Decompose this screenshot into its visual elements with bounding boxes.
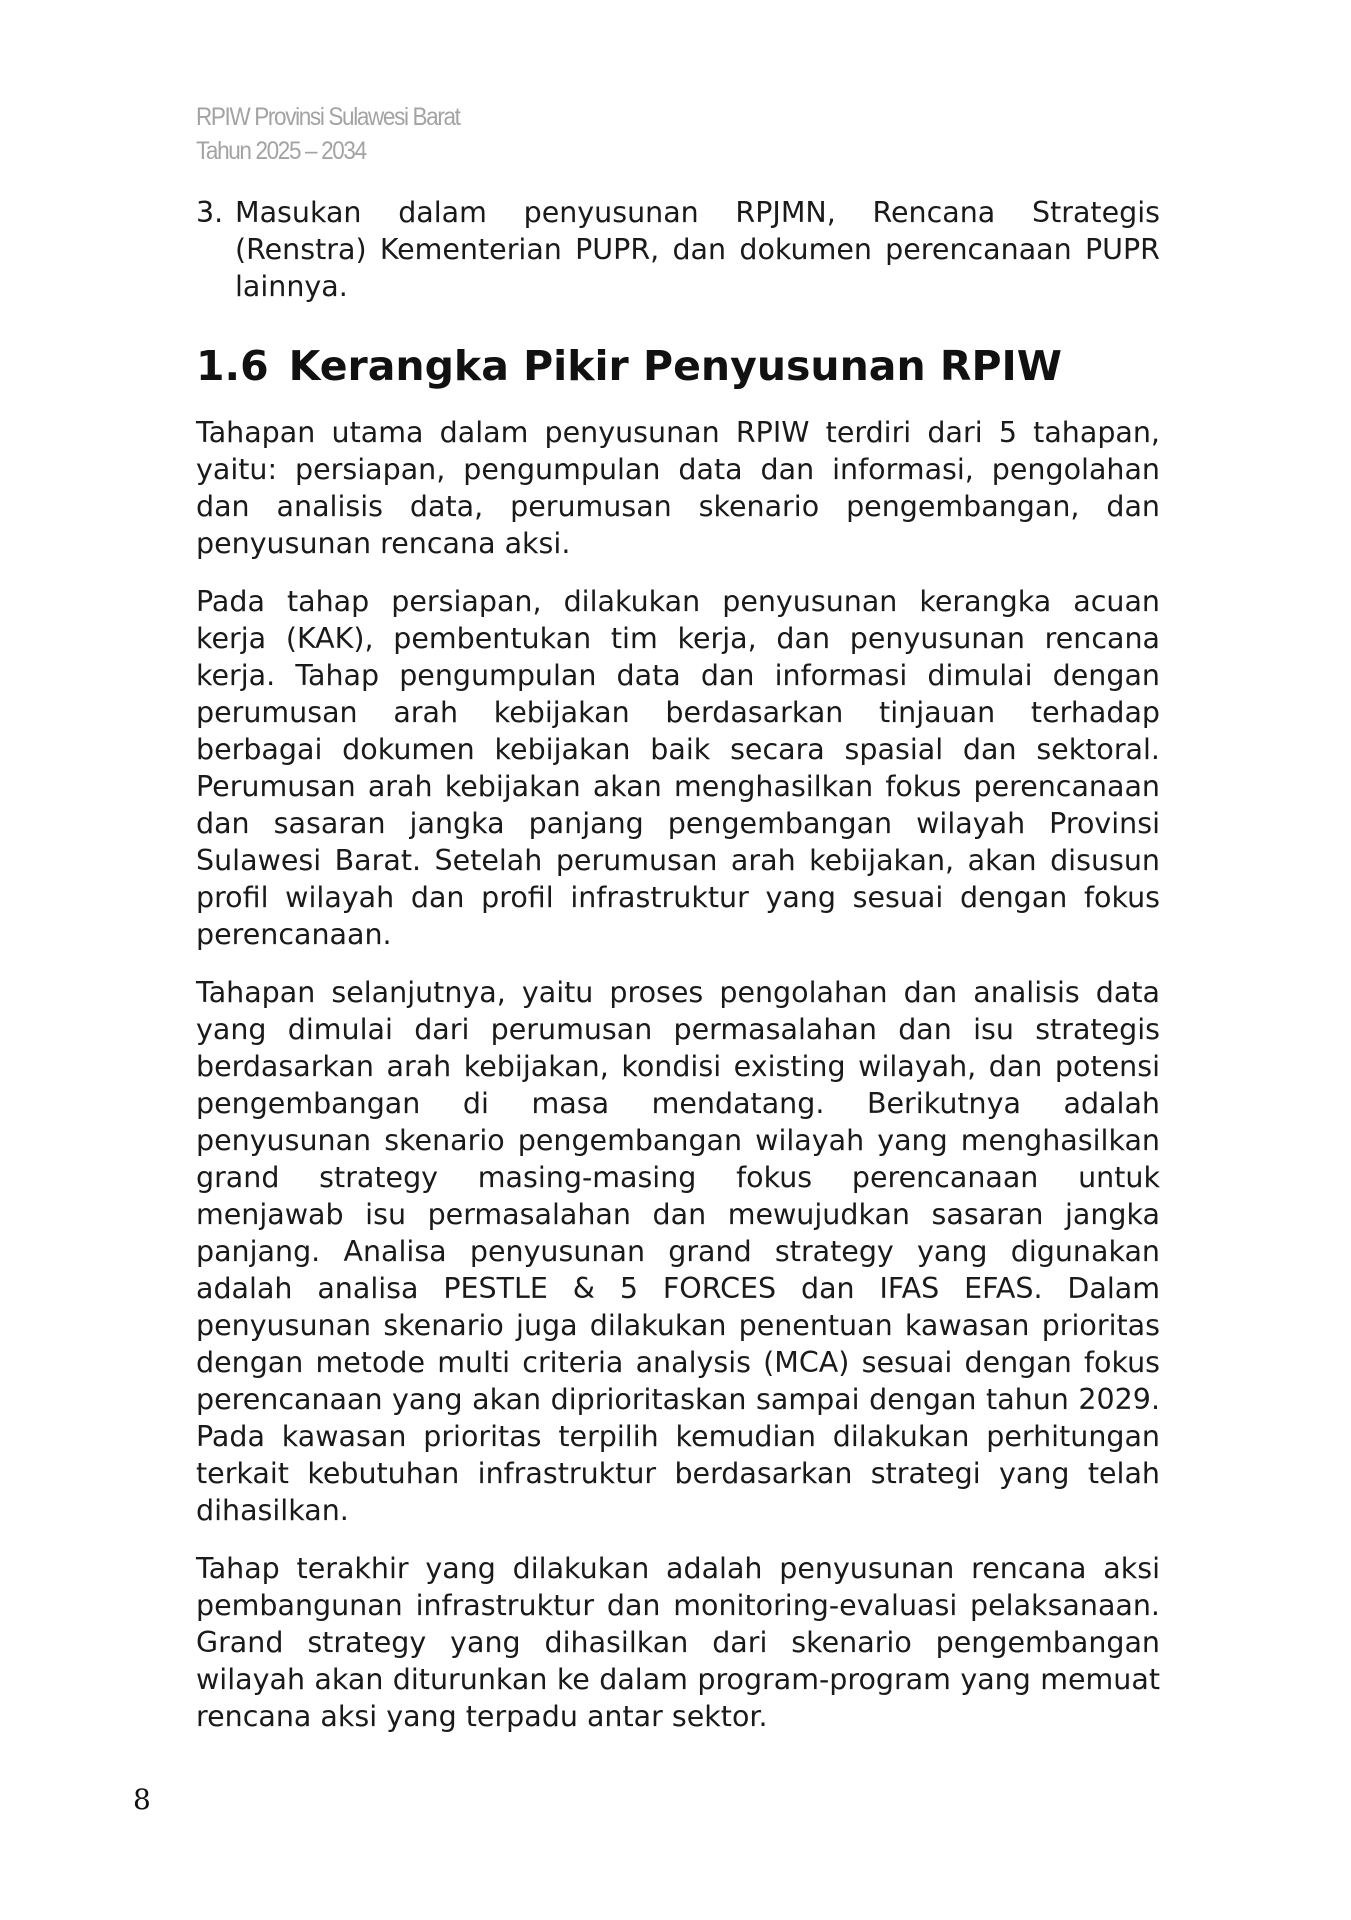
section-number: 1.6 xyxy=(196,342,269,390)
paragraph-action-plan: Tahap terakhir yang dilakukan adalah penyusunan rencana aksi pembangunan infrastruktur dan monitoring-evaluasi pelaksanaan. Grand strategy yang dihasilkan dari skenario pengembangan wilayah akan diturunkan ke dalam program-program yang memuat rencana aksi yang terpadu antar sektor. xyxy=(196,1552,1160,1733)
section-title: Kerangka Pikir Penyusunan RPIW xyxy=(288,342,1063,390)
body-content xyxy=(196,194,1160,1735)
header-period: Tahun 2025 – 2034 xyxy=(196,137,366,165)
header-title: RPIW Provinsi Sulawesi Barat xyxy=(196,103,460,131)
running-header xyxy=(196,100,460,168)
list-item xyxy=(196,194,1160,305)
page-number: 8 xyxy=(133,1783,151,1816)
paragraph-overview: Tahapan utama dalam penyusunan RPIW terdiri dari 5 tahapan, yaitu: persiapan, pengumpulan data dan informasi, pengolahan dan analisis data, perumusan skenario pengembangan, dan penyusunan rencana aksi. xyxy=(196,416,1160,560)
list-item-text: Masukan dalam penyusunan RPJMN, Rencana Strategis (Renstra) Kementerian PUPR, dan dokumen perencanaan PUPR lainnya. xyxy=(235,196,1160,303)
paragraph-preparation: Pada tahap persiapan, dilakukan penyusunan kerangka acuan kerja (KAK), pembentukan tim kerja, dan penyusunan rencana kerja. Tahap pengumpulan data dan informasi dimulai dengan perumusan arah kebijakan berdasarkan tinjauan terhadap berbagai dokumen kebijakan baik secara spasial dan sektoral. Perumusan arah kebijakan akan menghasilkan fokus perencanaan dan sasaran jangka panjang pengembangan wilayah Provinsi Sulawesi Barat. Setelah perumusan arah kebijakan, akan disusun profil wilayah dan profil infrastruktur yang sesuai dengan fokus perencanaan. xyxy=(196,585,1160,951)
list-item-number: 3. xyxy=(196,196,224,229)
paragraph-analysis: Tahapan selanjutnya, yaitu proses pengolahan dan analisis data yang dimulai dari perumusan permasalahan dan isu strategis berdasarkan arah kebijakan, kondisi existing wilayah, dan potensi pengembangan di masa mendatang. Berikutnya adalah penyusunan skenario pengembangan wilayah yang menghasilkan grand strategy masing-masing fokus perencanaan untuk menjawab isu permasalahan dan mewujudkan sasaran jangka panjang. Analisa penyusunan grand strategy yang digunakan adalah analisa PESTLE & 5 FORCES dan IFAS EFAS. Dalam penyusunan skenario juga dilakukan penentuan kawasan prioritas dengan metode multi criteria analysis (MCA) sesuai dengan fokus perencanaan yang akan diprioritaskan sampai dengan tahun 2029. Pada kawasan prioritas terpilih kemudian dilakukan perhitungan terkait kebutuhan infrastruktur berdasarkan strategi yang telah dihasilkan. xyxy=(196,976,1160,1527)
section-heading xyxy=(196,341,1160,391)
